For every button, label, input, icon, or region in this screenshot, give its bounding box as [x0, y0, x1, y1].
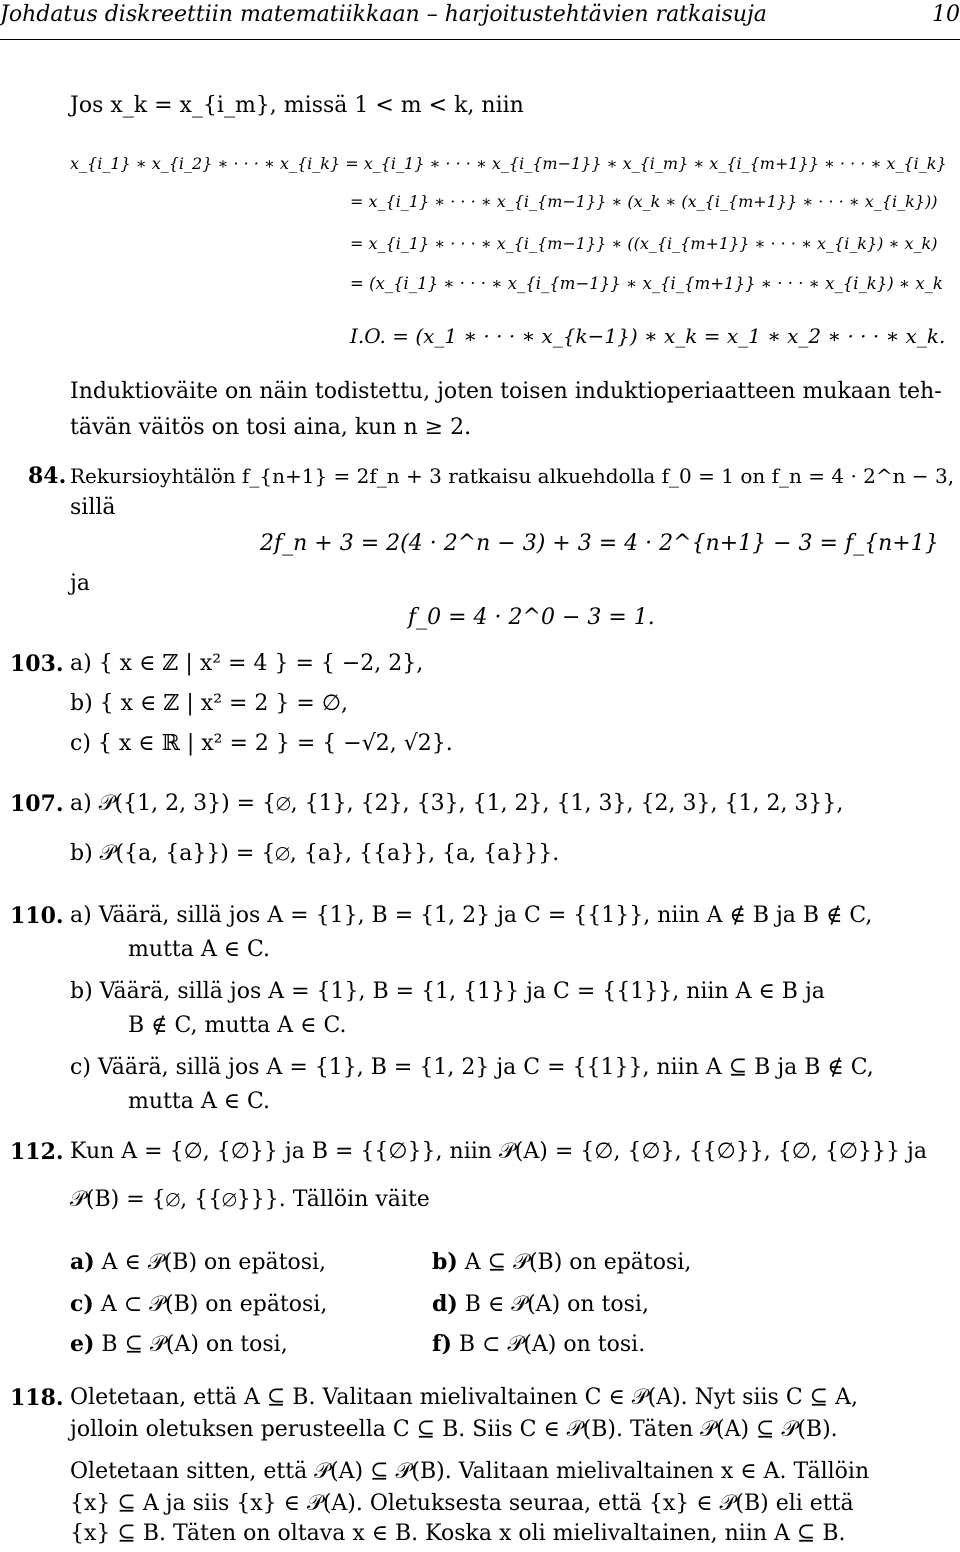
item-label: b)	[432, 1249, 458, 1275]
conclusion-line-2: tävän väitös on tosi aina, kun n ≥ 2.	[70, 415, 472, 440]
problem-84-equation-1: 2f_n + 3 = 2(4 · 2^n − 3) + 3 = 4 · 2^{n+1} − 3 = f_{n+1}	[260, 531, 939, 556]
problem-112-item-a	[70, 1248, 326, 1277]
header-title: Johdatus diskreettiin matematiikkaan – harjoitustehtävien ratkaisuja	[0, 2, 767, 27]
derivation-line-2: = x_{i_1} ∗ · · · ∗ x_{i_{m−1}} ∗ (x_k ∗ (x_{i_{m+1}} ∗ · · · ∗ x_{i_k}))	[350, 192, 938, 211]
problem-84-line-1: Rekursioyhtälön f_{n+1} = 2f_n + 3 ratkaisu alkuehdolla f_0 = 1 on f_n = 4 · 2^n − 3,	[70, 464, 955, 488]
derivation-line-3: = x_{i_1} ∗ · · · ∗ x_{i_{m−1}} ∗ ((x_{i_{m+1}} ∗ · · · ∗ x_{i_k}) ∗ x_k)	[350, 234, 938, 253]
item-label: a)	[70, 1249, 95, 1275]
problem-110-c-line-1: c) Väärä, sillä jos A = {1}, B = {1, 2} ja C = {{1}}, niin A ⊆ B ja B ∉ C,	[70, 1055, 874, 1080]
problem-110-a-line-1: a) Väärä, sillä jos A = {1}, B = {1, 2} ja C = {{1}}, niin A ∉ B ja B ∉ C,	[70, 903, 873, 928]
problem-118-line-5: {x} ⊆ B. Täten on oltava x ∈ B. Koska x oli mielivaltainen, niin A ⊆ B.	[70, 1521, 846, 1546]
problem-118-line-4: {x} ⊆ A ja siis {x} ∈ 𝒫(A). Oletuksesta seuraa, että {x} ∈ 𝒫(B) eli että	[70, 1491, 854, 1516]
problem-110-b-line-1: b) Väärä, sillä jos A = {1}, B = {1, {1}} ja C = {{1}}, niin A ∈ B ja	[70, 979, 825, 1004]
problem-107-a: a) 𝒫({1, 2, 3}) = {∅, {1}, {2}, {3}, {1, 2}, {1, 3}, {2, 3}, {1, 2, 3}},	[70, 791, 844, 816]
problem-112-item-e	[70, 1330, 288, 1359]
problem-118-line-1: Oletetaan, että A ⊆ B. Valitaan mielivaltainen C ∈ 𝒫(A). Nyt siis C ⊆ A,	[70, 1385, 858, 1410]
problem-112-line-2: 𝒫(B) = {∅, {{∅}}}. Tällöin väite	[70, 1187, 430, 1212]
problem-107-b: b) 𝒫({a, {a}}) = {∅, {a}, {{a}}, {a, {a}}}.	[70, 841, 560, 866]
item-text: B ⊂ 𝒫(A) on tosi.	[458, 1332, 646, 1357]
problem-112-item-b	[432, 1248, 691, 1277]
derivation-line-5: I.O. = (x_1 ∗ · · · ∗ x_{k−1}) ∗ x_k = x_1 ∗ x_2 ∗ · · · ∗ x_k.	[350, 324, 946, 348]
problem-112-line-1: Kun A = {∅, {∅}} ja B = {{∅}}, niin 𝒫(A) = {∅, {∅}, {{∅}}, {∅, {∅}}} ja	[70, 1139, 927, 1164]
problem-84-number: 84.	[28, 463, 67, 489]
problem-84-line-2: sillä	[70, 495, 116, 520]
problem-112-number: 112.	[10, 1139, 64, 1165]
problem-110-b-line-2: B ∉ C, mutta A ∈ C.	[128, 1013, 347, 1038]
item-label: c)	[70, 1291, 94, 1317]
conclusion-line-1: Induktioväite on näin todistettu, joten toisen induktioperiaatteen mukaan teh-	[70, 379, 942, 404]
problem-112-item-d	[432, 1290, 649, 1319]
problem-110-a-line-2: mutta A ∈ C.	[128, 937, 271, 962]
item-label: d)	[432, 1291, 458, 1317]
item-text: A ∈ 𝒫(B) on epätosi,	[101, 1250, 327, 1275]
problem-118-line-2: jolloin oletuksen perusteella C ⊆ B. Siis C ∈ 𝒫(B). Täten 𝒫(A) ⊆ 𝒫(B).	[70, 1417, 838, 1442]
item-text: B ⊆ 𝒫(A) on tosi,	[101, 1332, 288, 1357]
derivation-line-1: x_{i_1} ∗ x_{i_2} ∗ · · · ∗ x_{i_k} = x_{i_1} ∗ · · · ∗ x_{i_{m−1}} ∗ x_{i_m} ∗ x_{i_{m+1}} ∗ · · · ∗ x_{i_k}	[70, 154, 947, 173]
problem-103-a: a) { x ∈ ℤ | x² = 4 } = { −2, 2},	[70, 651, 424, 676]
derivation-line-4: = (x_{i_1} ∗ · · · ∗ x_{i_{m−1}} ∗ x_{i_{m+1}} ∗ · · · ∗ x_{i_k}) ∗ x_k	[350, 274, 943, 293]
problem-103-number: 103.	[10, 651, 64, 677]
problem-118-line-3: Oletetaan sitten, että 𝒫(A) ⊆ 𝒫(B). Valitaan mielivaltainen x ∈ A. Tällöin	[70, 1459, 870, 1484]
item-text: A ⊆ 𝒫(B) on epätosi,	[464, 1250, 692, 1275]
intro-line: Jos x_k = x_{i_m}, missä 1 < m < k, niin	[70, 93, 524, 118]
problem-84-line-3: ja	[70, 571, 90, 596]
problem-112-item-f	[432, 1330, 645, 1359]
item-text: B ∈ 𝒫(A) on tosi,	[464, 1292, 649, 1317]
problem-84-equation-2: f_0 = 4 · 2^0 − 3 = 1.	[408, 605, 655, 630]
problem-103-b: b) { x ∈ ℤ | x² = 2 } = ∅,	[70, 691, 348, 716]
problem-110-number: 110.	[10, 903, 64, 929]
page-number: 10	[932, 2, 960, 27]
item-label: e)	[70, 1331, 95, 1357]
problem-112-item-c	[70, 1290, 327, 1319]
problem-103-c: c) { x ∈ ℝ | x² = 2 } = { −√2, √2}.	[70, 731, 453, 756]
item-label: f)	[432, 1331, 452, 1357]
problem-107-number: 107.	[10, 791, 64, 817]
running-header	[0, 0, 960, 40]
item-text: A ⊂ 𝒫(B) on epätosi,	[100, 1292, 328, 1317]
problem-110-c-line-2: mutta A ∈ C.	[128, 1089, 271, 1114]
problem-118-number: 118.	[10, 1385, 64, 1411]
